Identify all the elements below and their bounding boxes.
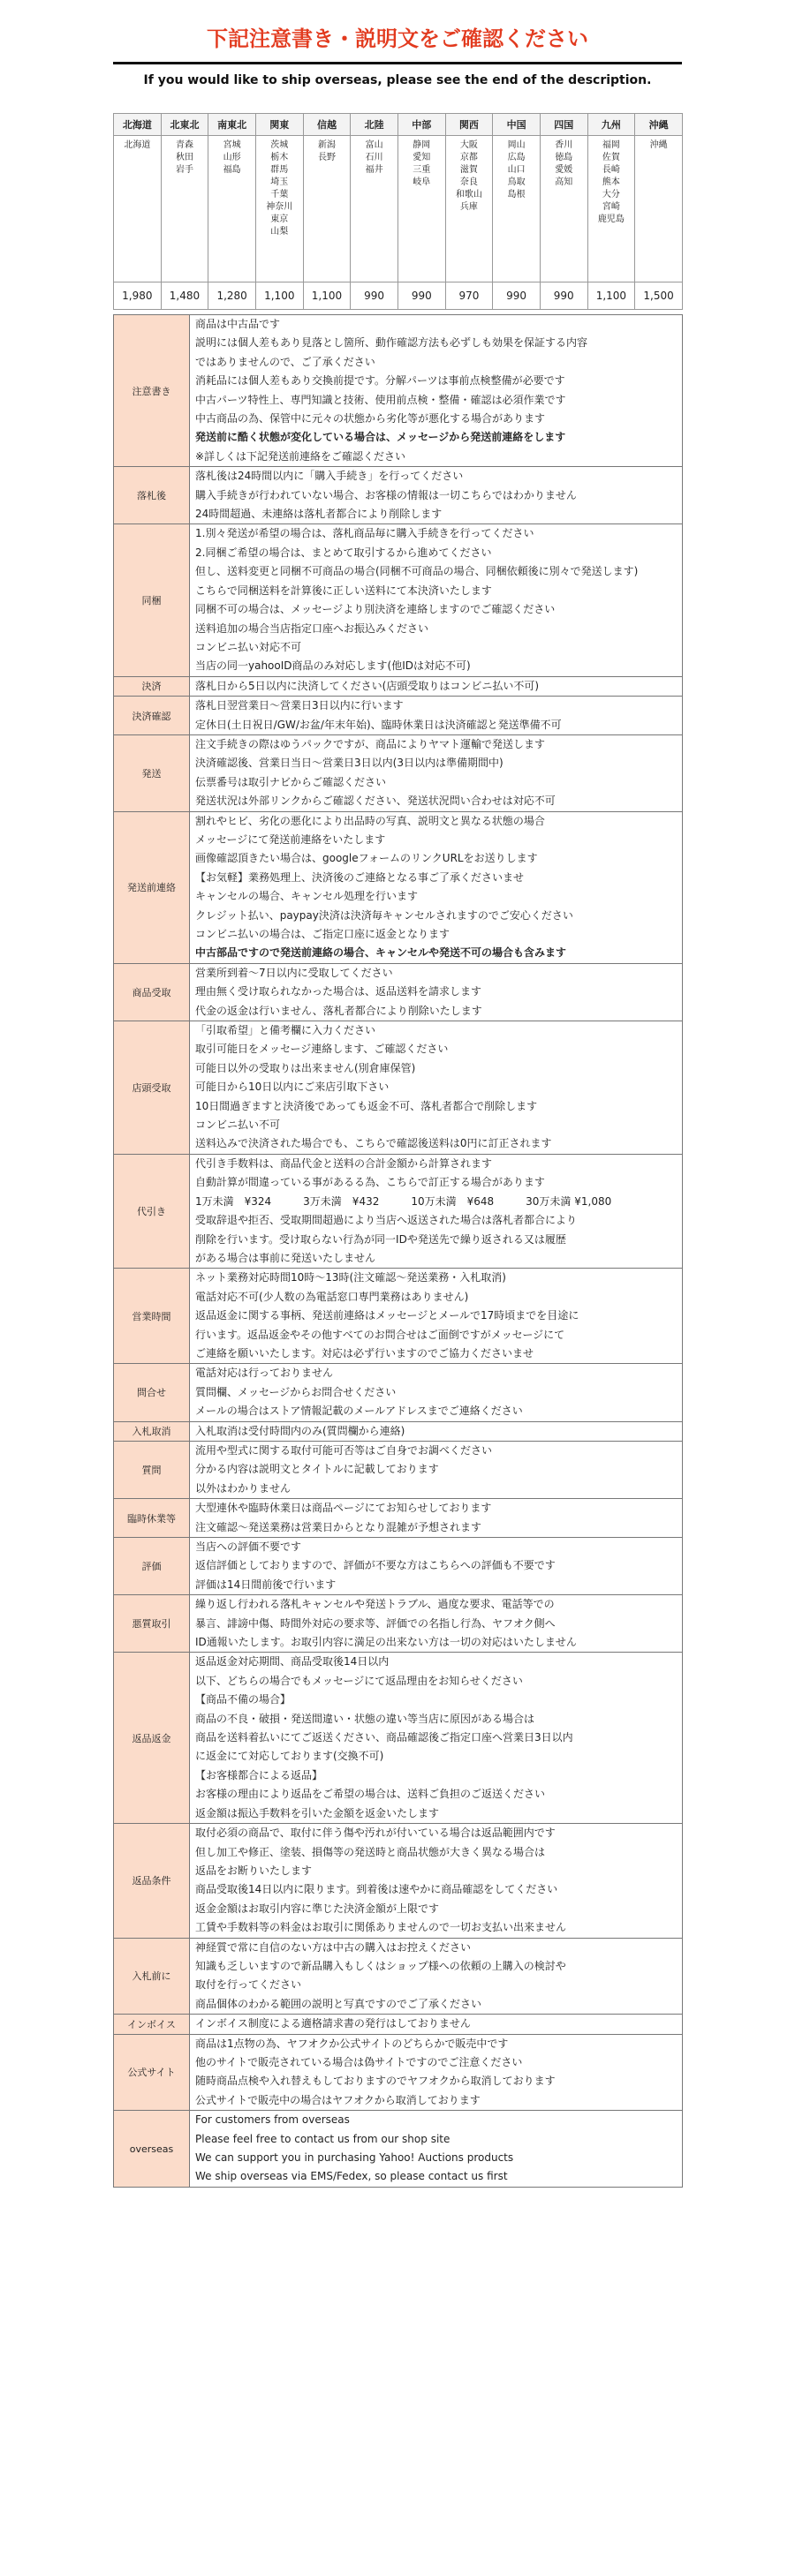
note-content <box>190 811 683 963</box>
note-line: 返金金額はお取引内容に準じた決済金額が上限です <box>195 1902 440 1915</box>
note-label: 質問 <box>114 1441 190 1498</box>
note-row <box>114 524 683 676</box>
description-page <box>0 16 795 2183</box>
prefecture-name: 鹿児島 <box>597 215 625 224</box>
note-line: 落札後は24時間以内に「購入手続き」を行ってください <box>195 470 464 483</box>
prefecture-cell <box>540 136 587 282</box>
prefecture-name: 神奈川 <box>266 202 293 212</box>
prefecture-name: 岡山 <box>507 140 526 150</box>
note-row <box>114 811 683 963</box>
region-header: 北海道 <box>114 114 162 136</box>
note-label: 商品受取 <box>114 963 190 1021</box>
note-content <box>190 1269 683 1364</box>
prefecture-name: 京都 <box>459 153 478 162</box>
note-line: 決済確認後、営業日当日〜営業日3日以内(3日以内は準備期間中) <box>195 757 504 770</box>
prefecture-name: 長崎 <box>602 165 620 175</box>
prefecture-name: 秋田 <box>175 153 193 162</box>
prefecture-name: 青森 <box>175 140 193 150</box>
note-line: こちらで同梱送料を計算後に正しい送料にて本決済いたします <box>195 584 492 597</box>
note-line: 取付必須の商品で、取付に伴う傷や汚れが付いている場合は返品範囲内です <box>195 1827 556 1840</box>
note-line: 10日間過ぎますと決済後であっても返金不可、落札者都合で削除します <box>195 1099 538 1112</box>
prefecture-cell <box>398 136 445 282</box>
note-line: 送料込みで決済された場合でも、こちらで確認後送料は0円に訂正されます <box>195 1137 552 1150</box>
prefecture-name: 富山 <box>365 140 383 150</box>
price-cell: 990 <box>351 282 398 310</box>
region-header: 関東 <box>255 114 303 136</box>
note-content <box>190 1595 683 1653</box>
note-line: 返品をお断りいたします <box>195 1864 313 1877</box>
prefecture-cell <box>445 136 493 282</box>
note-line: 代金の返金は行いません、落札者都合により削除いたします <box>195 1004 482 1017</box>
note-label: 決済確認 <box>114 697 190 735</box>
note-label: 発送 <box>114 734 190 811</box>
note-line: 商品受取後14日以内に限ります。到着後は速やかに商品確認をしてください <box>195 1883 558 1896</box>
price-cell: 1,100 <box>303 282 351 310</box>
note-label: 返品条件 <box>114 1824 190 1938</box>
note-row <box>114 1824 683 1938</box>
prefecture-name: 福井 <box>365 165 383 175</box>
prefecture-name: 静岡 <box>413 140 431 150</box>
note-line: 随時商品点検や入れ替えもしておりますのでヤフオクから取消しております <box>195 2075 556 2088</box>
note-content <box>190 1653 683 1824</box>
prefecture-name: 高知 <box>555 177 573 187</box>
prefecture-name: 愛媛 <box>555 165 573 175</box>
region-header: 南東北 <box>208 114 256 136</box>
prefecture-cell <box>351 136 398 282</box>
note-row <box>114 2111 683 2188</box>
note-row <box>114 1364 683 1421</box>
note-line: ご連絡を願いいたします。対応は必ず行いますのでご協力くださいませ <box>195 1346 534 1360</box>
prefecture-name: 埼玉 <box>270 177 289 187</box>
note-line: 知識も乏しいますので新品購入もしくはショップ様への依頼の上購入の検討や <box>195 1959 566 1972</box>
note-line: メッセージにて発送前連絡をいたします <box>195 832 386 846</box>
note-line: 代引き手数料は、商品代金と送料の合計金額から計算されます <box>195 1156 493 1170</box>
note-content <box>190 963 683 1021</box>
note-row <box>114 697 683 735</box>
prefecture-name: 広島 <box>507 153 526 162</box>
note-label: 代引き <box>114 1154 190 1268</box>
prefecture-cell <box>114 136 162 282</box>
note-line: 削除を行います。受け取らない行為が同一IDや発送先で繰り返される又は履歴 <box>195 1232 566 1246</box>
prefecture-name: 三重 <box>413 165 431 175</box>
note-line: 質問欄、メッセージからお問合せください <box>195 1385 397 1398</box>
price-cell: 1,500 <box>635 282 683 310</box>
note-line: コンビニ払いの場合は、ご指定口座に返金となります <box>195 928 450 940</box>
note-line: 返品返金に関する事柄、発送前連絡はメッセージとメールで17時頃までを目途に <box>195 1309 579 1322</box>
note-label: 問合せ <box>114 1364 190 1421</box>
prefecture-cell <box>493 136 541 282</box>
note-label: 評価 <box>114 1538 190 1595</box>
note-line: 発送状況は外部リンクからご確認ください、発送状況問い合わせは対応不可 <box>195 795 556 808</box>
note-line: 中古パーツ特性上、専門知識と技術、使用前点検・整備・確認は必須作業です <box>195 393 566 406</box>
note-line: 以下、どちらの場合でもメッセージにて返品理由をお知らせください <box>195 1674 523 1687</box>
note-line: キャンセルの場合、キャンセル処理を行います <box>195 890 419 903</box>
note-content <box>190 467 683 524</box>
prefecture-name: 奈良 <box>459 177 478 187</box>
note-line: 当店への評価不要です <box>195 1540 302 1553</box>
note-line: クレジット払い、paypay決済は決済毎キャンセルされますのでご安心ください <box>195 908 573 922</box>
price-cell: 990 <box>398 282 445 310</box>
note-row <box>114 1499 683 1538</box>
note-row <box>114 734 683 811</box>
note-row <box>114 676 683 696</box>
note-label: 入札取消 <box>114 1421 190 1441</box>
prefecture-name: 栃木 <box>270 153 289 162</box>
note-label: 店頭受取 <box>114 1021 190 1155</box>
prefecture-cell <box>208 136 256 282</box>
note-line: 理由無く受け取られなかった場合は、返品送料を請求します <box>195 985 482 998</box>
note-row <box>114 1021 683 1155</box>
note-line: 入札取消は受付時間内のみ(質問欄から連絡) <box>195 1424 405 1437</box>
notes-table <box>113 314 683 2188</box>
note-content <box>190 1421 683 1441</box>
note-line: 以外はわかりません <box>195 1481 292 1495</box>
note-label: 発送前連絡 <box>114 811 190 963</box>
note-line: メールの場合はストア情報記載のメールアドレスまでご連絡ください <box>195 1405 523 1418</box>
note-line: 【お客様都合による返品】 <box>195 1768 323 1781</box>
note-line: 注文確認〜発送業務は営業日からとなり混雑が予想されます <box>195 1520 482 1533</box>
note-line: 営業所到着〜7日以内に受取してください <box>195 966 393 979</box>
prefecture-name: 大分 <box>602 190 620 200</box>
price-cell: 1,480 <box>161 282 208 310</box>
price-cell: 990 <box>493 282 541 310</box>
region-header: 信越 <box>303 114 351 136</box>
note-line: 落札日から5日以内に決済してください(店頭受取りはコンビニ払い不可) <box>195 679 540 692</box>
note-line: 注文手続きの際はゆうパックですが、商品によりヤマト運輸で発送します <box>195 737 546 750</box>
note-line: 発送前に酷く状態が変化している場合は、メッセージから発送前連絡をします <box>195 431 566 444</box>
note-line: 商品を送料着払いにてご返送ください、商品確認後ご指定口座へ営業日3日以内 <box>195 1731 573 1744</box>
prefecture-row <box>114 136 683 282</box>
note-line: 自動計算が間違っている事があるる為、こちらで訂正する場合があります <box>195 1176 545 1189</box>
note-line: 受取辞退や拒否、受取期間超過により当店へ返送された場合は落札者都合により <box>195 1214 578 1227</box>
note-line: 公式サイトで販売中の場合はヤフオクから取消しております <box>195 2093 481 2106</box>
note-line: ネット業務対応時間10時〜13時(注文確認〜発送業務・入札取消) <box>195 1271 506 1284</box>
note-label: 悪質取引 <box>114 1595 190 1653</box>
note-line: コンビニ払い不可 <box>195 1119 281 1132</box>
note-row <box>114 2015 683 2034</box>
note-line: 返品返金対応期間、商品受取後14日以内 <box>195 1655 390 1668</box>
note-line: We can support you in purchasing Yahoo! Auctions products <box>195 2151 514 2164</box>
prefecture-name: 鳥取 <box>507 177 526 187</box>
prefecture-name: 東京 <box>270 215 289 224</box>
note-line: 可能日以外の受取りは出来ません(別倉庫保管) <box>195 1061 416 1074</box>
note-content <box>190 1441 683 1498</box>
prefecture-name: 島根 <box>507 190 526 200</box>
region-header: 九州 <box>587 114 635 136</box>
note-row <box>114 315 683 467</box>
note-content <box>190 1499 683 1538</box>
prefecture-name: 長野 <box>317 153 336 162</box>
prefecture-cell <box>161 136 208 282</box>
price-cell: 990 <box>540 282 587 310</box>
note-label: インボイス <box>114 2015 190 2034</box>
prefecture-name: 宮崎 <box>602 202 620 212</box>
prefecture-name: 佐賀 <box>602 153 620 162</box>
title-divider <box>113 62 682 64</box>
note-line: 分かる内容は説明文とタイトルに記載しております <box>195 1463 439 1476</box>
note-line: 神経質で常に自信のない方は中古の購入はお控えください <box>195 1940 472 1954</box>
note-line: に返金にて対応しております(交換不可) <box>195 1750 384 1763</box>
prefecture-name: 沖縄 <box>649 140 668 150</box>
note-content <box>190 524 683 676</box>
note-row <box>114 1441 683 1498</box>
region-header-row <box>114 114 683 136</box>
note-line: 但し加工や修正、塗装、損傷等の発送時と商品状態が大きく異なる場合は <box>195 1845 546 1858</box>
note-label: 公式サイト <box>114 2034 190 2111</box>
note-content <box>190 315 683 467</box>
note-line: 【お気軽】業務処理上、決済後のご連絡となる事ご了承くださいませ <box>195 870 525 884</box>
note-line: 同梱不可の場合は、メッセージより別決済を連絡しますのでご確認ください <box>195 603 556 616</box>
note-label: 返品返金 <box>114 1653 190 1824</box>
note-line: 商品の不良・破損・発送間違い・状態の違い等当店に原因がある場合は <box>195 1712 535 1725</box>
prefecture-name: 滋賀 <box>459 165 478 175</box>
note-line: コンビニ払い対応不可 <box>195 640 302 653</box>
note-line: 商品は中古品です <box>195 318 281 330</box>
note-line: 1万未満 ¥324 3万未満 ¥432 10万未満 ¥648 30万未満 ¥1,080 <box>195 1194 612 1208</box>
note-row <box>114 1653 683 1824</box>
note-line: 中古商品の為、保管中に元々の状態から劣化等が悪化する場合があります <box>195 412 546 426</box>
note-row <box>114 1421 683 1441</box>
note-content <box>190 1938 683 2015</box>
note-line: 返信評価としておりますので、評価が不要な方はこちらへの評価も不要です <box>195 1559 556 1572</box>
note-line: 当店の同一yahooID商品のみ対応します(他IDは対応不可) <box>195 659 471 673</box>
note-line: 返金額は振込手数料を引いた金額を返金いたします <box>195 1806 440 1819</box>
note-row <box>114 1154 683 1268</box>
prefecture-name: 香川 <box>555 140 573 150</box>
note-line: 送料追加の場合当店指定口座へお振込みください <box>195 621 429 635</box>
note-line: 取引可能日をメッセージ連絡します、ご確認ください <box>195 1043 449 1056</box>
prefecture-name: 福岡 <box>602 140 620 150</box>
prefecture-name: 和歌山 <box>455 190 482 200</box>
note-label: 営業時間 <box>114 1269 190 1364</box>
note-label: 注意書き <box>114 315 190 467</box>
prefecture-name: 岩手 <box>175 165 193 175</box>
note-row <box>114 2034 683 2111</box>
note-line: 取付を行ってください <box>195 1978 302 1992</box>
note-content <box>190 1538 683 1595</box>
page-title: 下記注意書き・説明文をご確認ください <box>113 16 682 62</box>
note-line: 2.同梱ご希望の場合は、まとめて取引するから進めてください <box>195 546 492 559</box>
shipping-fee-table <box>113 113 683 310</box>
region-header: 四国 <box>540 114 587 136</box>
note-line: 工賃や手数料等の料金はお取引に関係ありませんので一切お支払い出来ません <box>195 1921 567 1934</box>
note-line: Please feel free to contact us from our shop site <box>195 2132 450 2145</box>
note-content <box>190 1824 683 1938</box>
prefecture-name: 石川 <box>365 153 383 162</box>
prefecture-name: 岐阜 <box>413 177 431 187</box>
note-line: 中古部品ですので発送前連絡の場合、キャンセルや発送不可の場合も含みます <box>195 946 567 960</box>
note-line: 画像確認頂きたい場合は、googleフォームのリンクURLをお送りします <box>195 852 538 865</box>
note-line: 電話対応は行っておりません <box>195 1367 334 1380</box>
note-label: 決済 <box>114 676 190 696</box>
prefecture-name: 山形 <box>223 153 241 162</box>
prefecture-name: 熊本 <box>602 177 620 187</box>
prefecture-cell <box>303 136 351 282</box>
prefecture-name: 大阪 <box>459 140 478 150</box>
note-line: 割れやヒビ、劣化の悪化により出品時の写真、説明文と異なる状態の場合 <box>195 814 545 827</box>
note-line: ※詳しくは下記発送前連絡をご確認ください <box>195 449 406 463</box>
note-row <box>114 1538 683 1595</box>
prefecture-cell <box>587 136 635 282</box>
note-line: 「引取希望」と備考欄に入力ください <box>195 1024 376 1037</box>
note-line: We ship overseas via EMS/Fedex, so please contact us first <box>195 2170 508 2183</box>
note-line: 電話対応不可(少人数の為電話窓口専門業務はありません) <box>195 1290 469 1303</box>
note-line: お客様の理由により返品をご希望の場合は、送料ご負担のご返送ください <box>195 1788 546 1801</box>
note-content <box>190 1021 683 1155</box>
region-header: 北陸 <box>351 114 398 136</box>
note-line: 他のサイトで販売されている場合は偽サイトですのでご注意ください <box>195 2055 523 2068</box>
note-line: 商品個体のわかる範囲の説明と写真ですのでご了承ください <box>195 1997 482 2010</box>
note-content <box>190 734 683 811</box>
price-cell: 1,280 <box>208 282 256 310</box>
prefecture-name: 徳島 <box>555 153 573 162</box>
note-line: 落札日翌営業日〜営業日3日以内に行います <box>195 699 404 712</box>
note-content <box>190 1364 683 1421</box>
price-cell: 1,100 <box>255 282 303 310</box>
prefecture-cell <box>635 136 683 282</box>
note-content <box>190 2015 683 2034</box>
note-content <box>190 676 683 696</box>
prefecture-name: 群馬 <box>270 165 289 175</box>
note-label: 入札前に <box>114 1938 190 2015</box>
note-content <box>190 2111 683 2188</box>
note-line: 行います。返品返金やその他すべてのお問合せはご面倒ですがメッセージにて <box>195 1328 565 1341</box>
note-line: 1.別々発送が希望の場合は、落札商品毎に購入手続きを行ってください <box>195 527 534 540</box>
note-line: ID通報いたします。お取引内容に満足の出来ない方は一切の対応はいたしません <box>195 1636 577 1649</box>
note-line: 流用や型式に関する取付可能可否等はご自身でお調べください <box>195 1443 493 1457</box>
note-line: 定休日(土日祝日/GW/お盆/年末年始)、臨時休業日は決済確認と発送準備不可 <box>195 718 562 731</box>
prefecture-name: 福島 <box>223 165 241 175</box>
price-cell: 1,980 <box>114 282 162 310</box>
note-line: ではありませんので、ご了承ください <box>195 355 375 368</box>
note-line: 大型連休や臨時休業日は商品ページにてお知らせしております <box>195 1502 492 1515</box>
note-line: 【商品不備の場合】 <box>195 1693 292 1706</box>
note-row <box>114 1595 683 1653</box>
prefecture-name: 山口 <box>507 165 526 175</box>
price-row <box>114 282 683 310</box>
note-label: 臨時休業等 <box>114 1499 190 1538</box>
region-header: 沖縄 <box>635 114 683 136</box>
note-content <box>190 2034 683 2111</box>
note-line: 繰り返し行われる落札キャンセルや発送トラブル、過度な要求、電話等での <box>195 1598 555 1611</box>
prefecture-cell <box>255 136 303 282</box>
note-label: overseas <box>114 2111 190 2188</box>
prefecture-name: 北海道 <box>124 140 151 150</box>
note-line: インボイス制度による適格請求書の発行はしておりません <box>195 2017 471 2030</box>
prefecture-name: 新潟 <box>317 140 336 150</box>
prefecture-name: 宮城 <box>223 140 241 150</box>
region-header: 中国 <box>493 114 541 136</box>
note-line: 評価は14日間前後で行います <box>195 1578 337 1591</box>
price-cell: 1,100 <box>587 282 635 310</box>
note-line: 消耗品には個人差もあり交換前提です。分解パーツは事前点検整備が必要です <box>195 374 565 388</box>
prefecture-name: 茨城 <box>270 140 289 150</box>
note-content <box>190 1154 683 1268</box>
note-row <box>114 1938 683 2015</box>
note-line: 可能日から10日以内にご来店引取下さい <box>195 1081 390 1094</box>
note-line: 暴言、誹謗中傷、時間外対応の要求等、評価での名指し行為、ヤフオク側へ <box>195 1616 556 1630</box>
prefecture-name: 兵庫 <box>459 202 478 212</box>
note-line: 但し、送料変更と同梱不可商品の場合(同梱不可商品の場合、同梱依頼後に別々で発送します) <box>195 565 639 578</box>
note-line: がある場合は事前に発送いたしません <box>195 1251 376 1264</box>
note-line: For customers from overseas <box>195 2113 350 2127</box>
region-header: 中部 <box>398 114 445 136</box>
prefecture-name: 山梨 <box>270 227 289 237</box>
overseas-notice: If you would like to ship overseas, please see the end of the description. <box>143 73 652 87</box>
price-cell: 970 <box>445 282 493 310</box>
note-row <box>114 963 683 1021</box>
note-label: 落札後 <box>114 467 190 524</box>
region-header: 関西 <box>445 114 493 136</box>
note-line: 24時間超過、未連絡は落札者都合により削除します <box>195 508 443 521</box>
note-content <box>190 697 683 735</box>
note-line: 伝票番号は取引ナビからご確認ください <box>195 775 387 788</box>
note-row <box>114 467 683 524</box>
note-label: 同梱 <box>114 524 190 676</box>
note-line: 説明には個人差もあり見落とし箇所、動作確認方法も必ずしも効果を保証する内容 <box>195 336 588 350</box>
note-line: 購入手続きが行われていない場合、お客様の情報は一切こちらではわかりません <box>195 488 577 501</box>
prefecture-name: 千葉 <box>270 190 289 200</box>
note-row <box>114 1269 683 1364</box>
region-header: 北東北 <box>161 114 208 136</box>
note-line: 商品は1点物の為、ヤフオクか公式サイトのどちらかで販売中です <box>195 2037 509 2050</box>
prefecture-name: 愛知 <box>413 153 431 162</box>
